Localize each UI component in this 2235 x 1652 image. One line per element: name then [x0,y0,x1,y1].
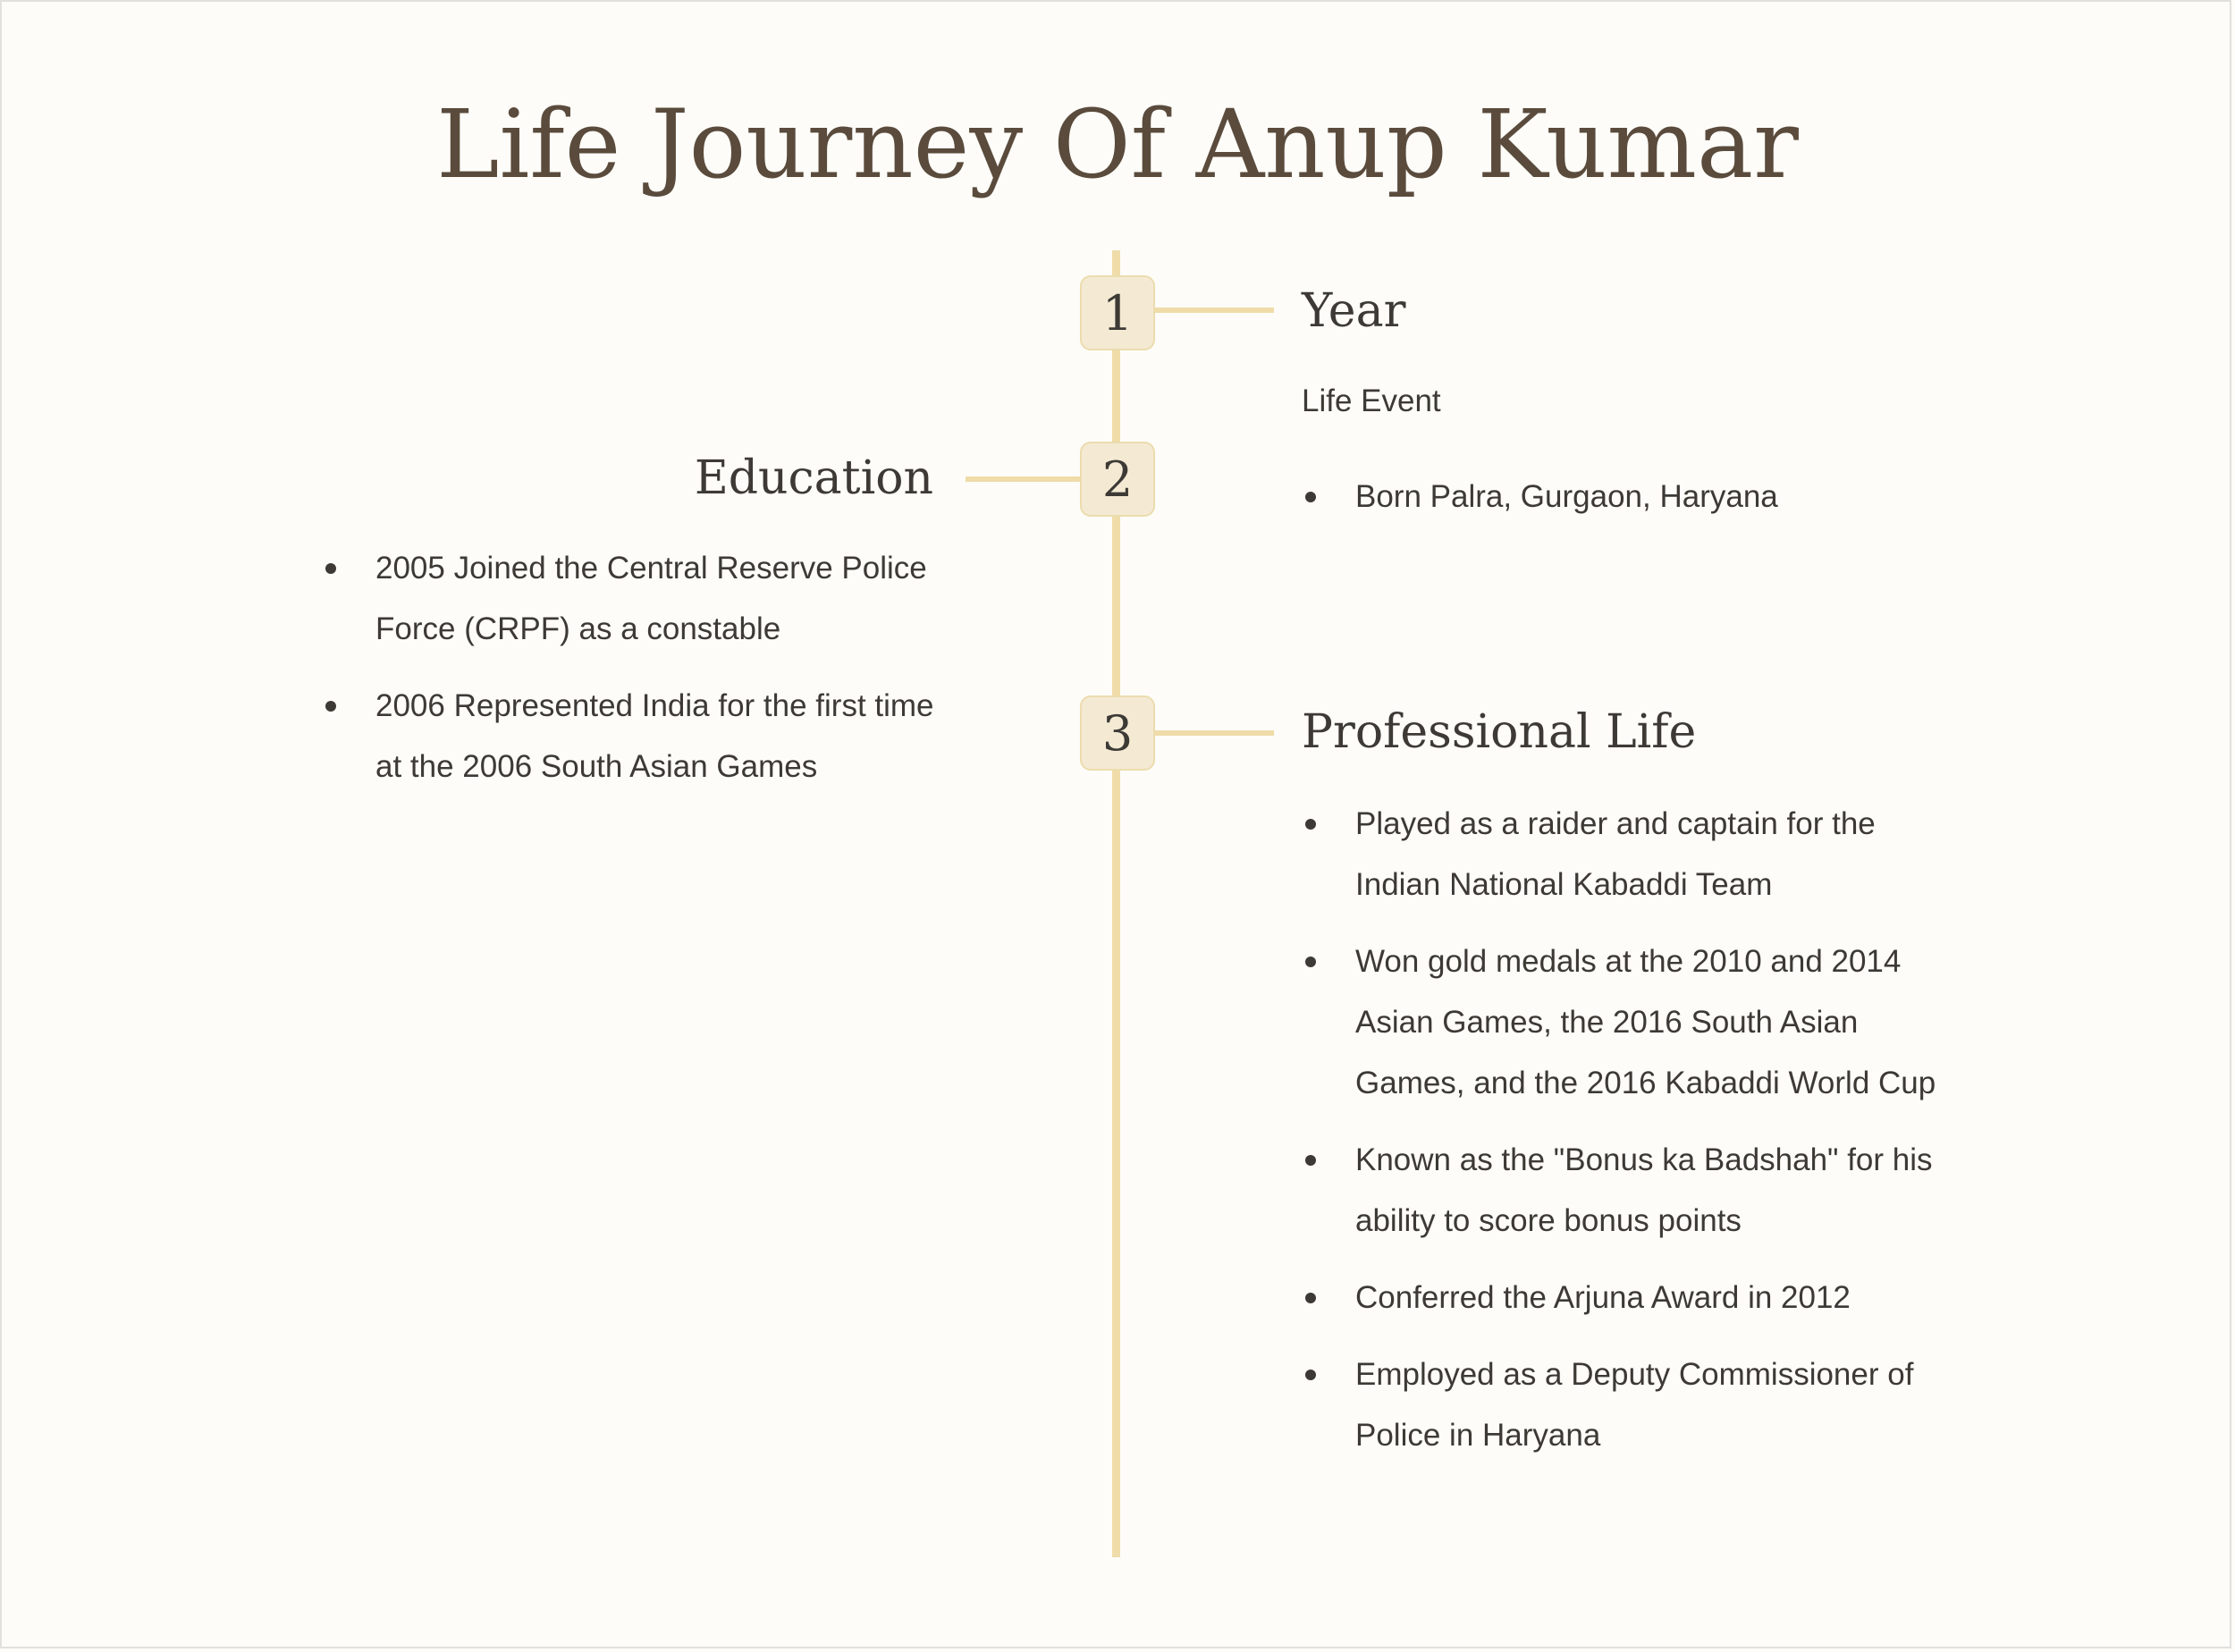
bullet-icon [325,563,336,574]
list-item: Employed as a Deputy Commissioner of Police in Haryana [1302,1344,1945,1466]
list-item: Played as a raider and captain for the Indian National Kabaddi Team [1302,794,1945,915]
connector-2 [966,476,1082,482]
list-item: 2006 Represented India for the first time at the 2006 South Asian Games [322,676,966,797]
bullet-icon [325,701,336,712]
milestone-heading-3: Professional Life [1302,705,1697,759]
list-item: Known as the "Bonus ka Badshah" for his ability to score bonus points [1302,1130,1945,1252]
milestone-number-1: 1 [1080,275,1155,350]
connector-3 [1154,730,1274,736]
milestone-list-1 [1302,467,1945,544]
bullet-icon [1305,492,1316,502]
bullet-icon [1305,1293,1316,1303]
list-item: 2005 Joined the Central Reserve Police Force (CRPF) as a constable [322,538,966,660]
milestone-list-3 [1302,794,1945,1482]
milestone-number-2: 2 [1080,442,1155,517]
list-item: Won gold medals at the 2010 and 2014 Asian Games, the 2016 South Asian Games, and the 2016 Kabaddi World Cup [1302,931,1945,1114]
page-title: Life Journey Of Anup Kumar [436,89,1799,199]
milestone-heading-1: Year [1302,284,1406,338]
bullet-icon [1305,1370,1316,1380]
list-item: Born Palra, Gurgaon, Haryana [1302,467,1945,527]
milestone-heading-2: Education [694,451,933,505]
bullet-icon [1305,1155,1316,1166]
milestone-subtext-1: Life Event [1302,384,1441,418]
bullet-icon [1305,957,1316,967]
milestone-list-2 [322,538,966,813]
connector-1 [1154,308,1274,313]
milestone-number-3: 3 [1080,695,1155,771]
bullet-icon [1305,819,1316,830]
list-item: Conferred the Arjuna Award in 2012 [1302,1268,1945,1328]
